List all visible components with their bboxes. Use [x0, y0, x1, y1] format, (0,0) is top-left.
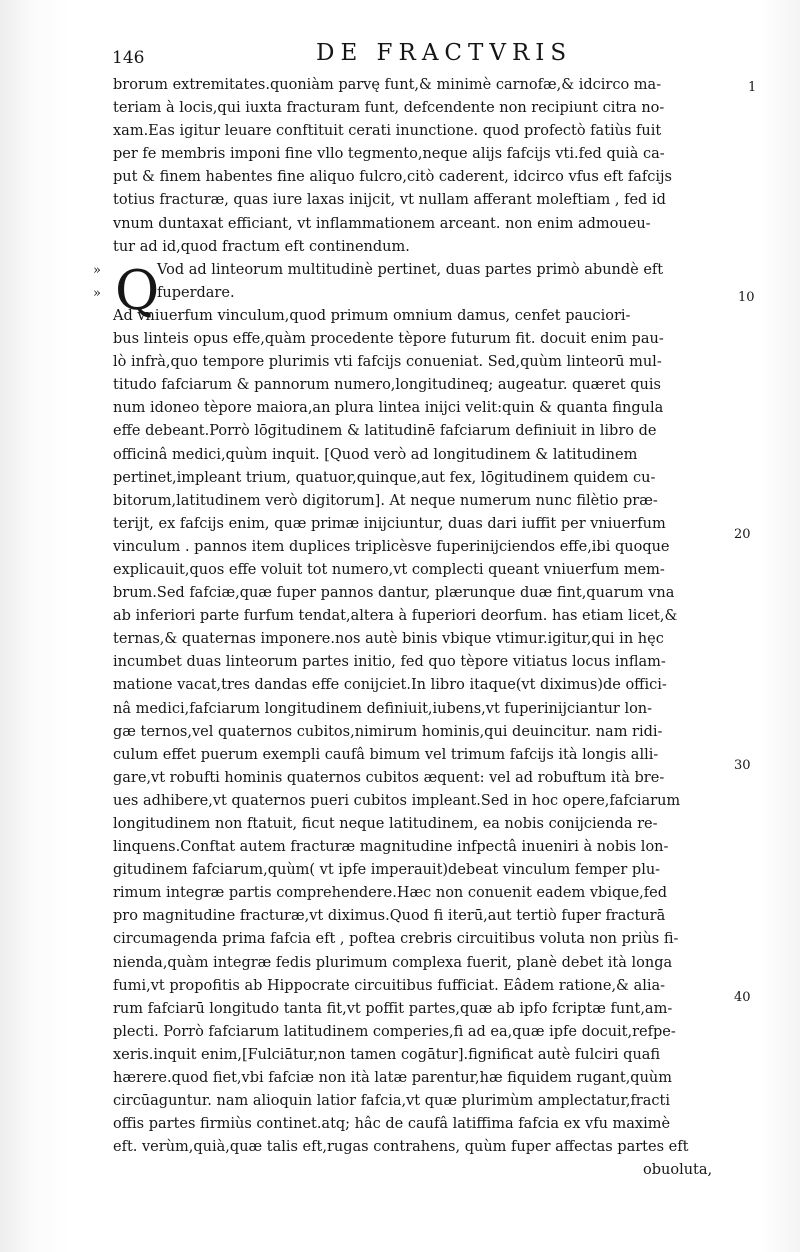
text-line: teriam à locis,qui iuxta fracturam funt, defcendente non recipiunt citra no- [113, 100, 665, 117]
text-line: eft. verùm,quià,quæ talis eft,rugas contrahens, quùm fuper affectas partes eft [113, 1139, 689, 1156]
text-line: circumagenda prima fafcia eft , poftea crebris circuitibus voluta non priùs fi- [113, 931, 679, 948]
text-line: incumbet duas linteorum partes initio, fed quo tèpore vitiatus locus inflam- [113, 654, 666, 671]
margin-quote-mark: » [93, 285, 101, 301]
text-line: titudo fafciarum & pannorum numero,longitudineq; augeatur. quæret quis [113, 377, 661, 394]
text-line: plecti. Porrò fafciarum latitudinem comperies,fi ad ea,quæ ipfe docuit,refpe- [113, 1023, 676, 1040]
text-line: pertinet,impleant trium, quatuor,quinque,aut fex, lōgitudinem quidem cu- [113, 469, 656, 486]
text-line: longitudinem non ftatuit, ficut neque latitudinem, ea nobis conijcienda re- [113, 816, 658, 832]
text-line [93, 282, 735, 305]
text-line: xeris.inquit enim,[Fulciātur,non tamen cogātur].fignificat autè fulciri quafi [113, 1046, 661, 1063]
drop-capital: Q [115, 259, 160, 322]
text-line: fumi,vt propofitis ab Hippocrate circuitibus fufficiat. Eâdem ratione,& alia- [113, 977, 666, 994]
text-line: rum fafciarū longitudo tanta fit,vt poffit partes,quæ ab ipfo fcriptæ funt,am- [113, 1000, 673, 1017]
text-line: xam.Eas igitur leuare conftituit cerati inunctione. quod profectò fatiùs fuit [113, 123, 662, 140]
text-line: bitorum,latitudinem verò digitorum]. At neque numerum nunc filètio præ- [113, 492, 658, 509]
text-line: totius fracturæ, quas iure laxas inijcit, vt nullam afferant moleftiam , fed id [113, 192, 666, 209]
text-line: lò infrà,quo tempore plurimis vti fafcijs conueniat. Sed,quùm linteorū mul- [113, 354, 662, 371]
text-line: linquens.Conftat autem fracturæ magnitudine infpectâ inueniri à nobis lon- [113, 839, 669, 856]
text-line: rimum integræ partis comprehendere.Hæc non conuenit eadem vbique,fed [113, 885, 668, 902]
text-line: terijt, ex fafcijs enim, quæ primæ inijciuntur, duas dari iuffit per vniuerfum [113, 515, 666, 532]
line-number: 30 [734, 758, 751, 773]
text-line: nienda,quàm integræ fedis plurimum complexa fuerit, planè debet ità longa [113, 954, 673, 971]
text-line: Ad vniuerfum vinculum,quod primum omnium damus, cenfet pauciori- [113, 307, 631, 324]
text-line: vnum duntaxat efficiant, vt inflammationem arceant. non enim admoueu- [113, 215, 651, 232]
line-number: 40 [734, 990, 751, 1005]
margin-quote-mark: » [93, 262, 101, 278]
text-line: officinâ medici,quùm inquit. [Quod verò ad longitudinem & latitudinem [113, 446, 638, 463]
text-line: circūaguntur. nam alioquin latior fafcia,vt quæ plurimùm amplectatur,fracti [113, 1093, 670, 1110]
lemma-text: Vod ad linteorum multitudinè pertinet, duas partes primò abundè eft [157, 261, 664, 278]
lemma-text: fuperdare. [157, 284, 235, 301]
text-line: vinculum . pannos item duplices triplicèsve fuperinijciendos effe,ibi quoque [113, 538, 670, 555]
line-number: 20 [734, 527, 751, 542]
text-line: pro magnitudine fracturæ,vt diximus.Quod fi iterū,aut tertiò fuper fracturā [113, 908, 666, 925]
text-line: tur ad id,quod fractum eft continendum. [113, 238, 410, 255]
text-line: per fe membris imponi fine vllo tegmento,neque alijs fafcijs vti.fed quià ca- [113, 146, 665, 163]
running-title: DE FRACTVRIS [316, 40, 573, 66]
text-line: obuoluta, [643, 1162, 713, 1179]
text-line: put & finem habentes fine aliquo fulcro,citò caderent, idcirco vfus eft fafcijs [113, 169, 672, 186]
line-number: 1 [748, 80, 757, 95]
text-line: offis partes firmiùs continet.atq; hâc de caufâ latiffima fafcia ex vfu maximè [113, 1116, 671, 1133]
running-head [0, 34, 800, 74]
text-line: hærere.quod fiet,vbi fafciæ non ità latæ parentur,hæ fiquidem rugant,quùm [113, 1070, 673, 1087]
line-number: 10 [738, 290, 755, 305]
text-block [93, 74, 735, 1183]
page-number: 146 [112, 48, 145, 68]
text-line: gitudinem fafciarum,quùm( vt ipfe imperauit)debeat vinculum femper plu- [113, 862, 661, 879]
text-line [93, 259, 735, 282]
text-line: effe debeant.Porrò lōgitudinem & latitudinē fafciarum definiuit in libro de [113, 423, 657, 440]
text-line: gare,vt robufti hominis quaternos cubitos æquent: vel ad robuftum ità bre- [113, 769, 665, 786]
text-line: explicauit,quos effe voluit tot numero,vt complecti queant vniuerfum mem- [113, 561, 665, 578]
text-line: nâ medici,fafciarum longitudinem definiuit,iubens,vt fuperinijciantur lon- [113, 700, 653, 717]
text-line: brum.Sed fafciæ,quæ fuper pannos dantur, plærunque duæ fint,quarum vna [113, 585, 675, 602]
text-line: culum effet puerum exempli caufâ bimum vel trimum fafcijs ità longis alli- [113, 746, 659, 763]
text-line: brorum extremitates.quoniàm parvę funt,& minimè carnofæ,& idcirco ma- [113, 77, 662, 93]
text-line: ternas,& quaternas imponere.nos autè binis vbique vtimur.igitur,qui in hęc [113, 631, 664, 648]
text-line: matione vacat,tres dandas effe conijciet.In libro itaque(vt diximus)de offici- [113, 677, 667, 694]
text-line: bus linteis opus effe,quàm procedente tèpore futurum fit. docuit enim pau- [113, 331, 664, 348]
text-line: num idoneo tèpore maiora,an plura lintea inijci velit:quin & quanta fingula [113, 400, 664, 417]
text-line: ues adhibere,vt quaternos pueri cubitos impleant.Sed in hoc opere,fafciarum [113, 792, 681, 809]
text-line: gæ ternos,vel quaternos cubitos,nimirum hominis,qui deuincitur. nam ridi- [113, 723, 663, 740]
text-line: ab inferiori parte furfum tendat,altera à fuperiori deorfum. has etiam licet,& [113, 608, 678, 625]
